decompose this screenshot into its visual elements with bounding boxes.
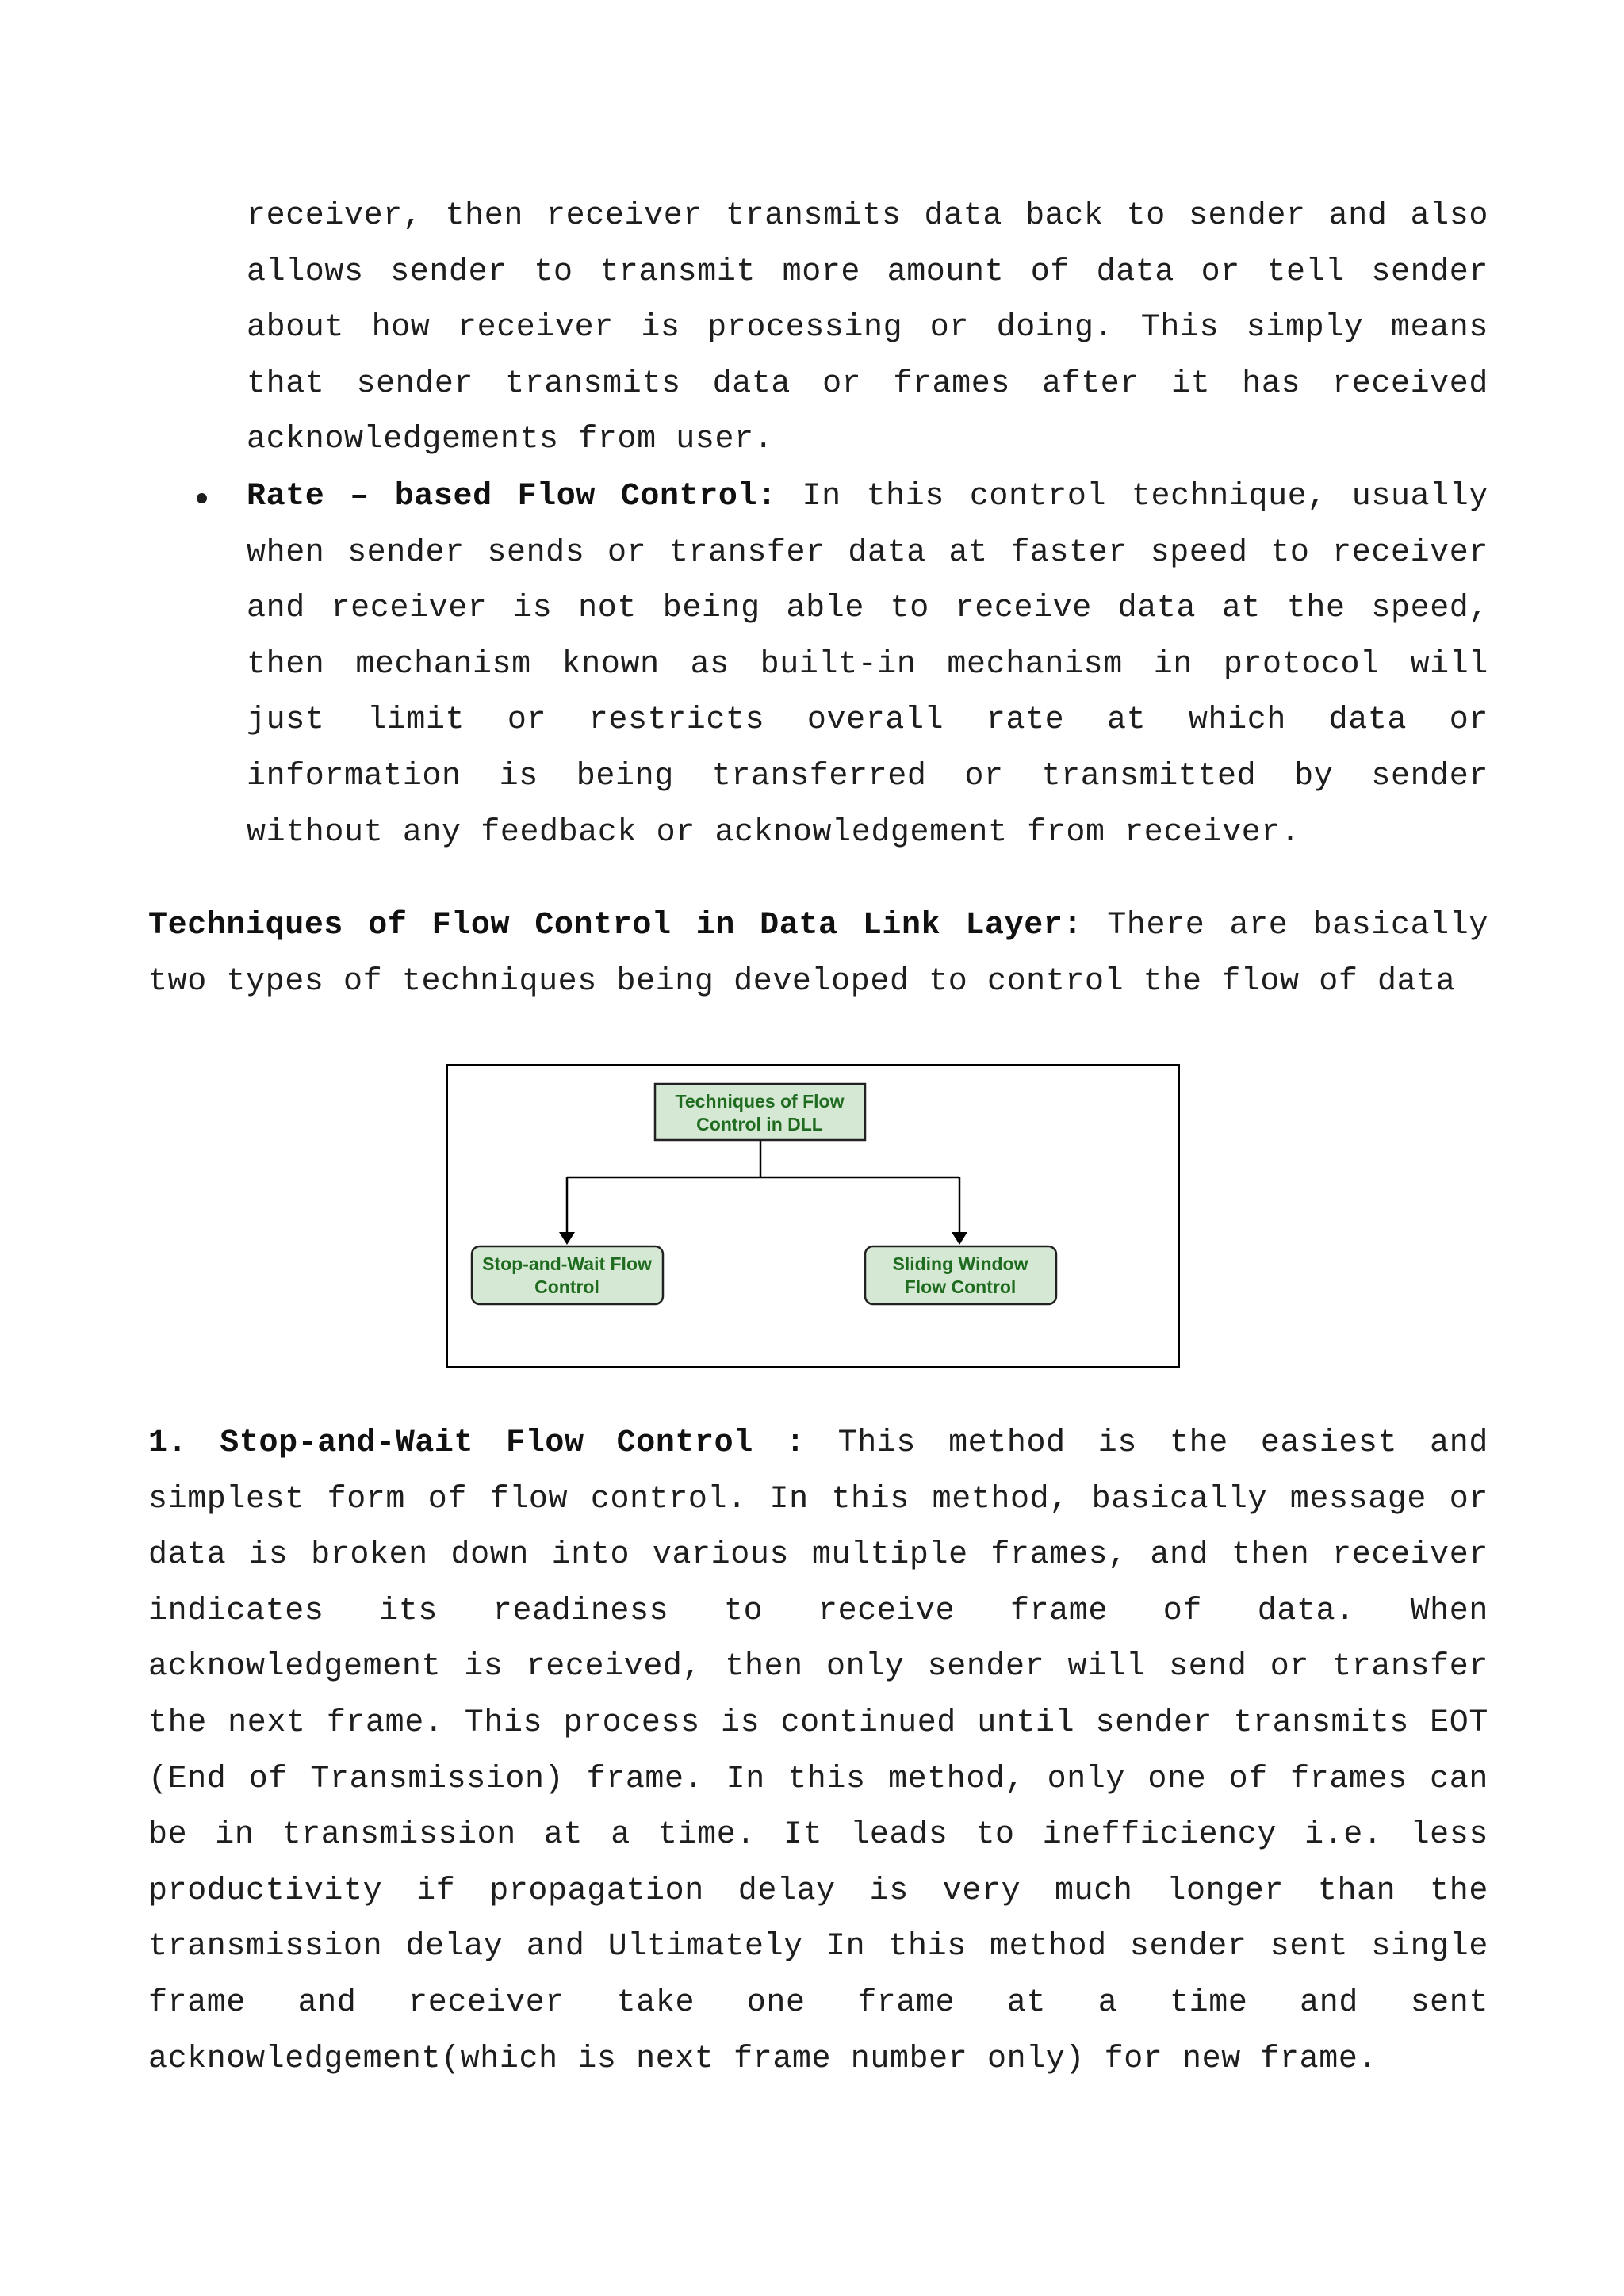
rate-based-text: In this control technique, usually when sender sends or transfer data at faster speed to receiver and receiver is not being able to receive data at the speed, then mechanism known as built-in mechanism in protocol will just limit or restricts overall rate at which data or information is being transferred or transmitted by sender without any feedback or acknowledgement from receiver. [247, 479, 1489, 851]
root-node-line2: Control in DLL [696, 1114, 823, 1135]
sliding-window-node-line1: Sliding Window [892, 1253, 1028, 1274]
stop-and-wait-text: This method is the easiest and simplest form of flow control. In this method, basically message or data is broken down into various multiple frames, and then receiver indicates its readiness to receive frame of data. When acknowledgement is received, then only sender will send or transfer the next frame. This process is continued until sender transmits EOT (End of Transmission) frame. In this method, only one of frames can be in transmission at a time. It leads to inefficiency i.e. less productivity if propagation delay is very much longer than the transmission delay and Ultimately In this method sender sent single frame and receiver take one frame at a time and sent acknowledgement(which is next frame number only) for new frame. [148, 1425, 1488, 2077]
stop-and-wait-heading: 1. Stop-and-Wait Flow Control : [148, 1425, 806, 1461]
flow-control-techniques-diagram [446, 1064, 1180, 1368]
techniques-intro-paragraph [148, 898, 1488, 1010]
bullet-point [197, 493, 207, 503]
stop-and-wait-node-line1: Stop-and-Wait Flow [482, 1253, 652, 1274]
sliding-window-node-line2: Flow Control [904, 1276, 1017, 1297]
sliding-window-node [865, 1246, 1056, 1304]
techniques-text: There are basically two types of techniques being developed to control the flow of data [148, 908, 1488, 1000]
stop-and-wait-paragraph [148, 1416, 1488, 2087]
root-node-line1: Techniques of Flow [675, 1091, 845, 1112]
rate-based-heading: Rate – based Flow Control: [247, 479, 777, 515]
techniques-heading: Techniques of Flow Control in Data Link Layer: [148, 908, 1083, 943]
stop-and-wait-node-line2: Control [534, 1276, 599, 1297]
continuation-text: receiver, then receiver transmits data back to sender and also allows sender to transmit more amount of data or tell sender about how receiver is processing or doing. This simply means that sender transmits data or frames after it has received acknowledgements from user. [247, 198, 1488, 458]
continuation-paragraph [247, 189, 1488, 469]
root-node [655, 1084, 865, 1140]
stop-and-wait-node [472, 1246, 663, 1304]
rate-based-paragraph [247, 469, 1488, 861]
